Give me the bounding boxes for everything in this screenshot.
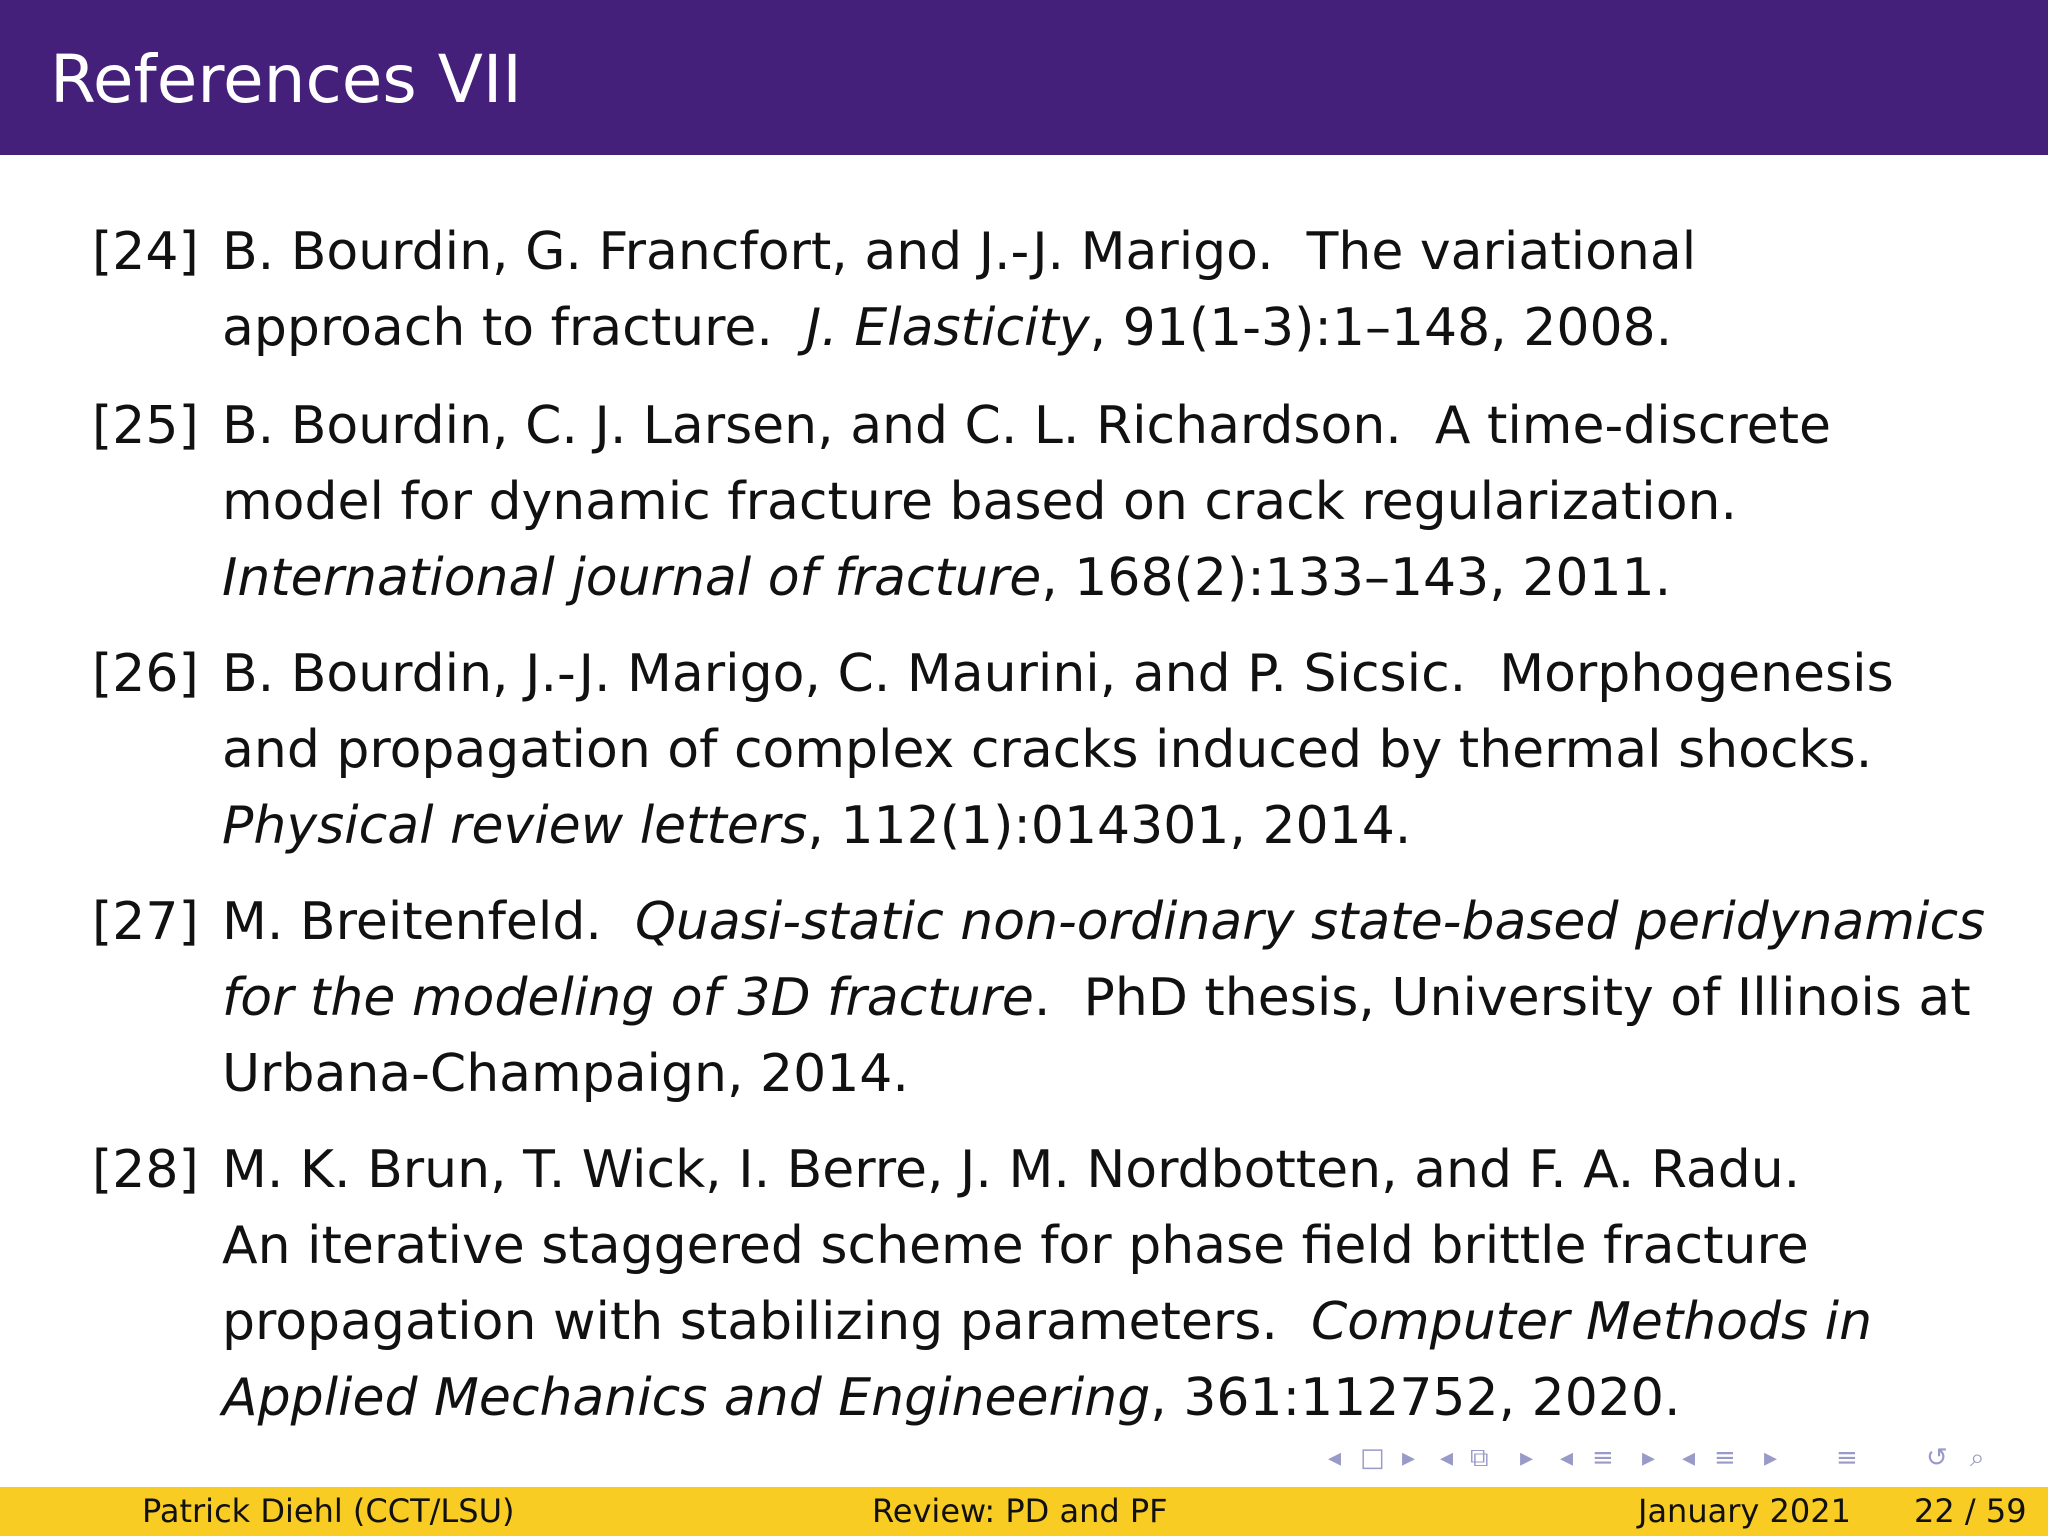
- reference-number: [27]: [92, 892, 199, 952]
- nav-next-subsection-icon[interactable]: ▸: [1520, 1443, 1534, 1473]
- reference-line: [222, 388, 1982, 464]
- footer-short-title: Review: PD and PF: [872, 1492, 1168, 1530]
- reference-segment: model for dynamic fracture based on crack regularization.: [222, 472, 1738, 532]
- reference-line: [222, 1132, 1982, 1208]
- reference-italic-segment: Quasi-static non-ordinary state-based peridynamics: [634, 892, 1986, 952]
- reference-segment: propagation with stabilizing parameters.: [222, 1292, 1311, 1352]
- reference-segment: , 168(2):133–143, 2011.: [1041, 548, 1672, 608]
- reference-text: [222, 884, 1986, 1112]
- reference-segment: M. Breitenfeld.: [222, 892, 635, 952]
- reference-line: [222, 464, 1982, 540]
- reference-number: [25]: [92, 396, 199, 456]
- reference-segment: B. Bourdin, G. Francfort, and J.-J. Marigo. The variational: [222, 222, 1697, 282]
- nav-toc-icon[interactable]: ≡: [1836, 1443, 1858, 1473]
- reference-line: [222, 1208, 1982, 1284]
- reference-line: [222, 636, 1982, 712]
- reference-segment: , 112(1):014301, 2014.: [807, 796, 1412, 856]
- nav-next-frame-icon[interactable]: ▸: [1402, 1443, 1416, 1473]
- reference-number: [26]: [92, 644, 199, 704]
- nav-search-back-icon[interactable]: ↺: [1926, 1443, 1948, 1473]
- reference-line: [222, 1360, 1982, 1436]
- reference-italic-segment: International journal of fracture: [222, 548, 1042, 608]
- nav-part-icon[interactable]: ≡: [1714, 1443, 1736, 1473]
- slide-title: References VII: [50, 41, 522, 118]
- reference-line: [222, 788, 1982, 864]
- reference-segment: An iterative staggered scheme for phase field brittle fracture: [222, 1216, 1809, 1276]
- slide-footer: [0, 1487, 2048, 1536]
- nav-prev-section-icon[interactable]: ◂: [1560, 1443, 1574, 1473]
- reference-segment: M. K. Brun, T. Wick, I. Berre, J. M. Nordbotten, and F. A. Radu.: [222, 1140, 1801, 1200]
- reference-line: [222, 290, 1982, 366]
- reference-text: [222, 636, 1982, 864]
- reference-number: [24]: [92, 222, 199, 282]
- reference-line: [222, 712, 1982, 788]
- nav-section-icon[interactable]: ≡: [1592, 1443, 1614, 1473]
- reference-italic-segment: Applied Mechanics and Engineering: [222, 1368, 1151, 1428]
- nav-prev-part-icon[interactable]: ◂: [1682, 1443, 1696, 1473]
- reference-line: [222, 884, 1986, 960]
- reference-italic-segment: for the modeling of 3D fracture: [222, 968, 1034, 1028]
- reference-line: [222, 1036, 1982, 1112]
- footer-page-number: 22 / 59: [1914, 1492, 2027, 1530]
- reference-line: [222, 1284, 1982, 1360]
- reference-line: [222, 960, 1982, 1036]
- beamer-navigation: [1320, 1440, 2030, 1476]
- reference-segment: and propagation of complex cracks induced by thermal shocks.: [222, 720, 1873, 780]
- reference-text: [222, 1132, 1982, 1436]
- reference-segment: , 91(1-3):1–148, 2008.: [1089, 298, 1673, 358]
- nav-next-part-icon[interactable]: ▸: [1764, 1443, 1778, 1473]
- reference-text: [222, 214, 1982, 366]
- reference-italic-segment: J. Elasticity: [805, 298, 1090, 358]
- reference-line: [222, 214, 1982, 290]
- nav-search-icon[interactable]: ⌕: [1970, 1443, 1985, 1473]
- nav-prev-subsection-icon[interactable]: ◂: [1440, 1443, 1454, 1473]
- reference-segment: B. Bourdin, C. J. Larsen, and C. L. Richardson. A time-discrete: [222, 396, 1831, 456]
- reference-text: [222, 388, 1982, 616]
- nav-next-section-icon[interactable]: ▸: [1642, 1443, 1656, 1473]
- reference-segment: approach to fracture.: [222, 298, 806, 358]
- reference-segment: , 361:112752, 2020.: [1150, 1368, 1681, 1428]
- reference-italic-segment: Computer Methods in: [1310, 1292, 1873, 1352]
- nav-subsection-icon[interactable]: ⧉: [1470, 1443, 1489, 1473]
- footer-date: January 2021: [1638, 1492, 1851, 1530]
- reference-number: [28]: [92, 1140, 199, 1200]
- reference-italic-segment: Physical review letters: [222, 796, 808, 856]
- reference-line: [222, 540, 1982, 616]
- reference-segment: . PhD thesis, University of Illinois at: [1033, 968, 1971, 1028]
- footer-author: Patrick Diehl (CCT/LSU): [142, 1492, 515, 1530]
- nav-frame-icon[interactable]: □: [1360, 1443, 1385, 1473]
- reference-segment: B. Bourdin, J.-J. Marigo, C. Maurini, and P. Sicsic. Morphogenesis: [222, 644, 1894, 704]
- nav-prev-frame-icon[interactable]: ◂: [1328, 1443, 1342, 1473]
- reference-segment: Urbana-Champaign, 2014.: [222, 1044, 909, 1104]
